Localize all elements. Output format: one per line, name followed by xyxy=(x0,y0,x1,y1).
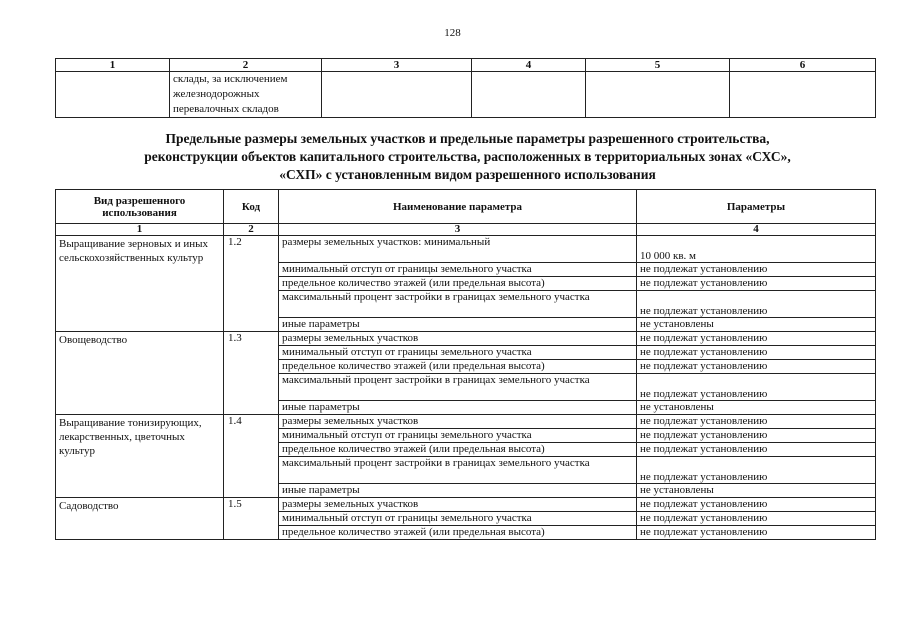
parameter-value-cell: не подлежат установлению xyxy=(637,429,876,443)
parameter-name-cell: минимальный отступ от границы земельного участка xyxy=(279,512,637,526)
continuation-table xyxy=(55,58,876,118)
parameter-value-cell: не установлены xyxy=(637,484,876,498)
header-code: Код xyxy=(224,190,279,224)
col-number: 6 xyxy=(730,59,876,72)
parameter-name-cell: предельное количество этажей (или предельная высота) xyxy=(279,277,637,291)
parameter-name-cell: размеры земельных участков xyxy=(279,498,637,512)
use-type-cell: Овощеводство xyxy=(56,332,224,415)
parameter-name-cell: размеры земельных участков: минимальный xyxy=(279,236,637,263)
col-number: 2 xyxy=(224,224,279,236)
parameter-name-cell: максимальный процент застройки в границах земельного участка xyxy=(279,457,637,484)
continuation-row xyxy=(56,72,876,118)
table-cell xyxy=(730,72,876,118)
heading-line: «СХП» с установленным видом разрешенного использования xyxy=(279,167,656,182)
code-cell: 1.2 xyxy=(224,236,279,332)
page-number: 128 xyxy=(444,27,461,39)
code-cell: 1.4 xyxy=(224,415,279,498)
table-row xyxy=(56,236,876,263)
table-cell xyxy=(586,72,730,118)
heading-line: реконструкции объектов капитального строительства, расположенных в территориальных зонах «СХС», xyxy=(144,149,791,164)
parameter-name-cell: размеры земельных участков xyxy=(279,415,637,429)
section-heading xyxy=(60,130,875,184)
table-row xyxy=(56,332,876,346)
parameter-value-cell: не подлежат установлению xyxy=(637,277,876,291)
col-number: 3 xyxy=(279,224,637,236)
col-number: 1 xyxy=(56,224,224,236)
col-number: 1 xyxy=(56,59,170,72)
table-cell xyxy=(472,72,586,118)
parameter-name-cell: минимальный отступ от границы земельного участка xyxy=(279,263,637,277)
parameter-value-cell: 10 000 кв. м xyxy=(637,236,876,263)
parameter-name-cell: предельное количество этажей (или предельная высота) xyxy=(279,360,637,374)
parameter-value-cell: не подлежат установлению xyxy=(637,498,876,512)
use-type-cell: Выращивание тонизирующих, лекарственных, цветочных культур xyxy=(56,415,224,498)
use-type-cell: Выращивание зерновых и иных сельскохозяйственных культур xyxy=(56,236,224,332)
continuation-header-row xyxy=(56,59,876,72)
col-number: 3 xyxy=(322,59,472,72)
column-number-row xyxy=(56,224,876,236)
parameter-name-cell: предельное количество этажей (или предельная высота) xyxy=(279,526,637,540)
parameter-name-cell: минимальный отступ от границы земельного участка xyxy=(279,346,637,360)
parameter-value-cell: не подлежат установлению xyxy=(637,332,876,346)
parameter-value-cell: не подлежат установлению xyxy=(637,415,876,429)
parameter-value-cell: не подлежат установлению xyxy=(637,526,876,540)
code-cell: 1.3 xyxy=(224,332,279,415)
col-number: 5 xyxy=(586,59,730,72)
parameter-value-cell: не подлежат установлению xyxy=(637,263,876,277)
table-cell xyxy=(56,72,170,118)
table-row xyxy=(56,415,876,429)
col-number: 4 xyxy=(637,224,876,236)
parameter-value-cell: не подлежат установлению xyxy=(637,291,876,318)
parameter-name-cell: иные параметры xyxy=(279,401,637,415)
parameters-table xyxy=(55,189,876,540)
parameter-value-cell: не подлежат установлению xyxy=(637,360,876,374)
parameter-name-cell: минимальный отступ от границы земельного участка xyxy=(279,429,637,443)
table-header-row xyxy=(56,190,876,224)
parameter-value-cell: не подлежат установлению xyxy=(637,346,876,360)
parameter-name-cell: размеры земельных участков xyxy=(279,332,637,346)
parameter-name-cell: иные параметры xyxy=(279,484,637,498)
table-cell xyxy=(322,72,472,118)
parameter-value-cell: не подлежат установлению xyxy=(637,443,876,457)
parameter-name-cell: предельное количество этажей (или предельная высота) xyxy=(279,443,637,457)
parameter-value-cell: не установлены xyxy=(637,401,876,415)
col-number: 4 xyxy=(472,59,586,72)
heading-line: Предельные размеры земельных участков и предельные параметры разрешенного строительства, xyxy=(165,131,770,146)
use-type-cell: Садоводство xyxy=(56,498,224,540)
header-parameter-name: Наименование параметра xyxy=(279,190,637,224)
col-number: 2 xyxy=(170,59,322,72)
parameter-name-cell: иные параметры xyxy=(279,318,637,332)
parameter-value-cell: не установлены xyxy=(637,318,876,332)
parameter-name-cell: максимальный процент застройки в границах земельного участка xyxy=(279,374,637,401)
code-cell: 1.5 xyxy=(224,498,279,540)
table-row xyxy=(56,498,876,512)
parameter-name-cell: максимальный процент застройки в границах земельного участка xyxy=(279,291,637,318)
header-parameters: Параметры xyxy=(637,190,876,224)
table-cell: склады, за исключением железнодорожных перевалочных складов xyxy=(170,72,322,118)
parameter-value-cell: не подлежат установлению xyxy=(637,512,876,526)
parameter-value-cell: не подлежат установлению xyxy=(637,457,876,484)
parameter-value-cell: не подлежат установлению xyxy=(637,374,876,401)
header-use-type: Вид разрешенного использования xyxy=(56,190,224,224)
